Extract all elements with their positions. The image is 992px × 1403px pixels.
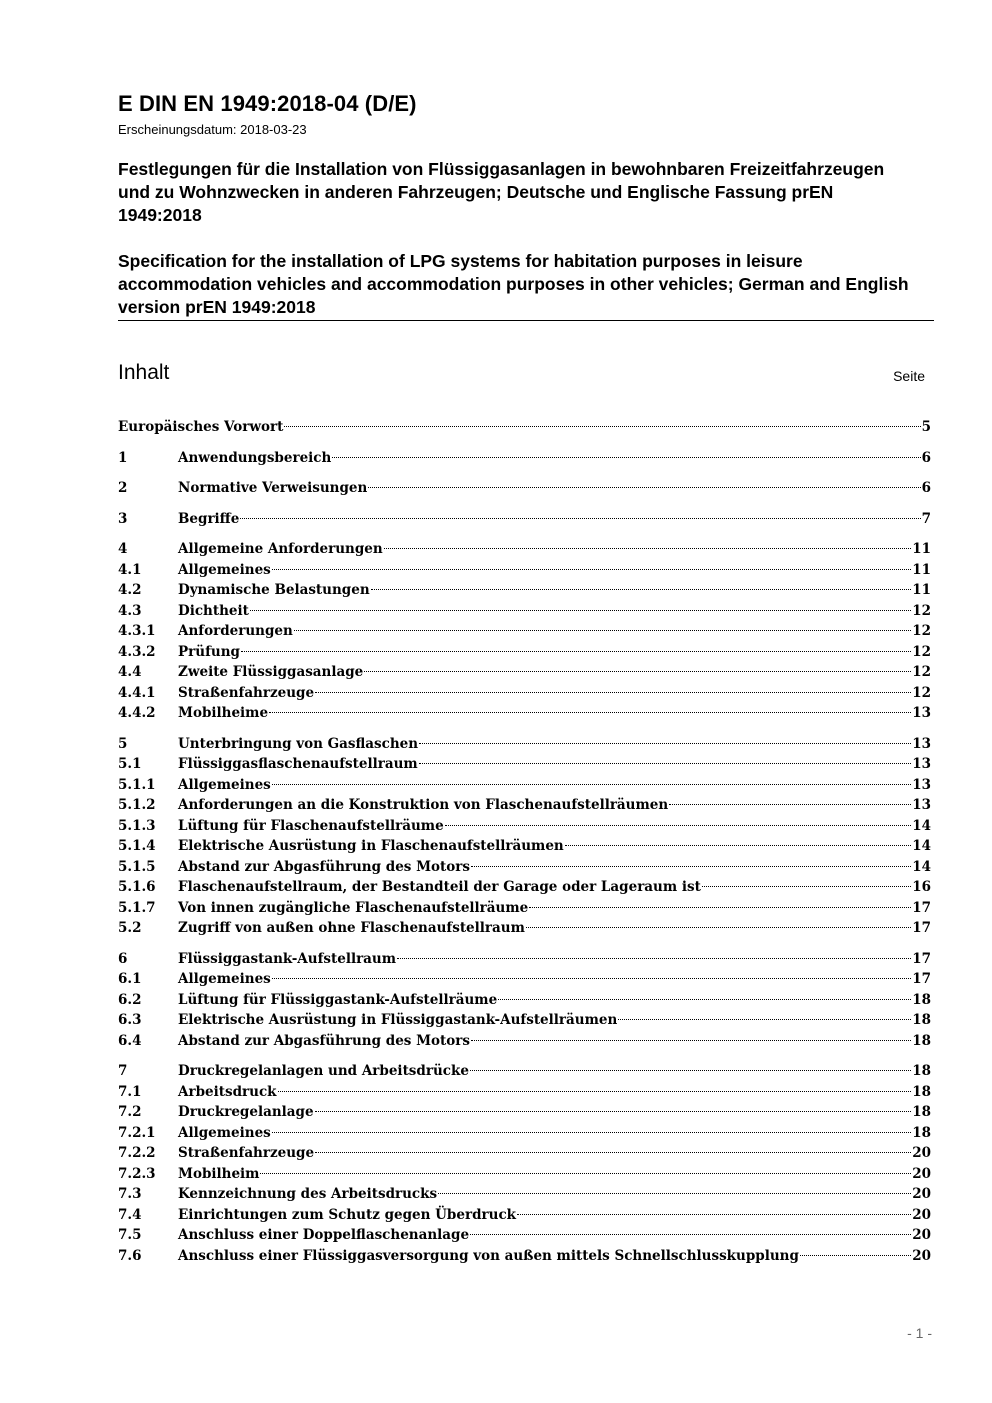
toc-entry[interactable] — [118, 857, 931, 878]
toc-entry-number: 6.3 — [118, 1012, 142, 1028]
toc-leader-dots — [371, 589, 912, 590]
toc-entry[interactable] — [118, 775, 931, 796]
toc-entry-number: 7.3 — [118, 1186, 142, 1202]
toc-entry[interactable] — [118, 734, 931, 755]
toc-entry-page: 13 — [912, 705, 931, 721]
toc-leader-dots — [470, 1070, 911, 1071]
toc-entry-number: 7.2.3 — [118, 1165, 156, 1182]
document-id: E DIN EN 1949:2018-04 (D/E) — [118, 91, 417, 116]
toc-leader-dots — [368, 487, 920, 488]
toc-entry-page: 20 — [912, 1186, 931, 1202]
toc-entry-title: Begriffe — [178, 510, 240, 527]
toc-entry-page: 11 — [912, 561, 931, 578]
toc-entry-number: 6.2 — [118, 991, 142, 1008]
toc-entry-number: 4.3 — [118, 602, 142, 619]
toc-entry[interactable] — [118, 509, 931, 530]
toc-entry-number: 7 — [118, 1063, 128, 1079]
toc-leader-dots — [364, 671, 911, 672]
toc-entry-page: 20 — [912, 1165, 931, 1182]
toc-entry[interactable] — [118, 642, 931, 663]
toc-leader-dots — [397, 958, 911, 959]
toc-entry-number: 4.3.1 — [118, 623, 156, 639]
toc-leader-dots — [438, 1193, 911, 1194]
toc-entry[interactable] — [118, 1225, 931, 1246]
toc-leader-dots — [269, 712, 911, 713]
toc-entry-number: 3 — [118, 510, 128, 527]
toc-entry[interactable] — [118, 949, 931, 970]
toc-entry-title: Allgemeines — [178, 1124, 271, 1141]
toc-entry-title: Unterbringung von Gasflaschen — [178, 735, 419, 752]
toc-leader-dots — [517, 1214, 911, 1215]
toc-entry-number: 7.2.1 — [118, 1124, 156, 1141]
toc-leader-dots — [315, 692, 911, 693]
toc-entry-title: Druckregelanlage — [178, 1104, 314, 1120]
toc-entry[interactable] — [118, 539, 931, 560]
toc-entry-number: 5 — [118, 735, 128, 752]
toc-entry-page: 20 — [912, 1247, 931, 1264]
toc-entry[interactable] — [118, 1205, 931, 1226]
toc-leader-dots — [272, 978, 911, 979]
toc-entry-title: Lüftung für Flaschenaufstellräume — [178, 817, 444, 834]
toc-entry-page: 17 — [912, 899, 931, 916]
toc-entry[interactable] — [118, 478, 931, 499]
toc-leader-dots — [384, 548, 912, 549]
toc-entry[interactable] — [118, 683, 931, 704]
toc-entry-page: 13 — [912, 797, 931, 813]
toc-entry-title: Druckregelanlagen und Arbeitsdrücke — [178, 1063, 469, 1079]
toc-entry-number: 6.1 — [118, 971, 142, 987]
toc-leader-dots — [702, 886, 911, 887]
toc-entry-number: 6.4 — [118, 1032, 142, 1049]
toc-entry-page: 12 — [912, 602, 931, 619]
toc-entry-title: Dichtheit — [178, 602, 249, 619]
toc-entry-page: 12 — [912, 643, 931, 660]
toc-leader-dots — [294, 630, 911, 631]
toc-entry-page: 14 — [912, 838, 931, 854]
toc-entry-number: 7.5 — [118, 1227, 142, 1243]
toc-entry-title: Allgemeine Anforderungen — [178, 541, 383, 557]
toc-entry[interactable] — [118, 918, 931, 939]
toc-entry-page: 20 — [912, 1145, 931, 1161]
toc-entry-page: 20 — [912, 1206, 931, 1223]
toc-entry[interactable] — [118, 580, 931, 601]
toc-entry-title: Allgemeines — [178, 971, 271, 987]
toc-leader-dots — [272, 569, 911, 570]
toc-entry-page: 11 — [912, 541, 931, 557]
toc-entry[interactable] — [118, 877, 931, 898]
title-german: Festlegungen für die Installation von Flüssiggasanlagen in bewohnbaren Freizeitfahrzeugen und zu Wohnzwecken in anderen Fahrzeugen; Deutsche und Englische Fassung prEN 1949:2018 — [118, 159, 885, 225]
toc-entry-title: Allgemeines — [178, 561, 271, 578]
toc-leader-dots — [800, 1255, 911, 1256]
table-of-contents — [118, 417, 931, 1266]
toc-entry-title: Allgemeines — [178, 776, 271, 793]
toc-entry[interactable] — [118, 795, 931, 816]
toc-entry-title: Einrichtungen zum Schutz gegen Überdruck — [178, 1206, 517, 1223]
toc-entry[interactable] — [118, 836, 931, 857]
toc-leader-dots — [284, 426, 920, 427]
toc-entry-title: Arbeitsdruck — [178, 1083, 277, 1100]
toc-entry-title: Anforderungen — [178, 623, 293, 639]
toc-entry[interactable] — [118, 898, 931, 919]
toc-entry[interactable] — [118, 417, 931, 438]
toc-leader-dots — [471, 1040, 911, 1041]
toc-entry-page: 14 — [912, 817, 931, 834]
toc-leader-dots — [240, 518, 920, 519]
toc-entry-title: Anwendungsbereich — [178, 449, 332, 466]
title-english: Specification for the installation of LPG systems for habitation purposes in leisure accommodation vehicles and accommodation purposes in other vehicles; German and English version prEN 1949:2018 — [118, 251, 909, 317]
toc-leader-dots — [260, 1173, 911, 1174]
toc-entry-page: 18 — [912, 991, 931, 1008]
toc-entry-title: Europäisches Vorwort — [118, 419, 284, 435]
toc-entry-page: 5 — [921, 419, 931, 435]
toc-entry-page: 6 — [921, 480, 931, 496]
toc-entry-number: 7.2.2 — [118, 1145, 156, 1161]
toc-leader-dots — [332, 457, 920, 458]
toc-entry[interactable] — [118, 969, 931, 990]
toc-leader-dots — [315, 1152, 911, 1153]
toc-entry-number: 5.1.2 — [118, 797, 156, 813]
toc-leader-dots — [241, 651, 911, 652]
toc-entry[interactable] — [118, 1010, 931, 1031]
toc-entry[interactable] — [118, 1143, 931, 1164]
toc-entry-number: 5.2 — [118, 920, 142, 936]
toc-entry-page: 20 — [912, 1227, 931, 1243]
toc-entry-title: Mobilheim — [178, 1165, 260, 1182]
toc-entry[interactable] — [118, 754, 931, 775]
toc-entry-page: 12 — [912, 664, 931, 680]
toc-entry-page: 18 — [912, 1083, 931, 1100]
toc-entry-page: 17 — [912, 920, 931, 936]
toc-entry[interactable] — [118, 990, 931, 1011]
toc-leader-dots — [419, 743, 911, 744]
toc-entry-number: 2 — [118, 480, 128, 496]
publication-date: Erscheinungsdatum: 2018-03-23 — [118, 122, 307, 137]
toc-entry-number: 1 — [118, 449, 128, 466]
toc-entry-title: Normative Verweisungen — [178, 480, 368, 496]
toc-leader-dots — [419, 763, 912, 764]
toc-leader-dots — [565, 845, 911, 846]
toc-entry[interactable] — [118, 816, 931, 837]
toc-entry-number: 7.1 — [118, 1083, 142, 1100]
toc-entry-number: 7.2 — [118, 1104, 142, 1120]
toc-entry-number: 4.1 — [118, 561, 142, 578]
toc-entry[interactable] — [118, 1246, 931, 1267]
toc-entry-number: 5.1.3 — [118, 817, 156, 834]
toc-entry-page: 17 — [912, 950, 931, 967]
toc-entry-title: Anforderungen an die Konstruktion von Flaschenaufstellräumen — [178, 797, 669, 813]
toc-entry-title: Zweite Flüssiggasanlage — [178, 664, 364, 680]
toc-entry-page: 16 — [912, 879, 931, 895]
toc-entry-title: Kennzeichnung des Arbeitsdrucks — [178, 1186, 438, 1202]
toc-leader-dots — [471, 866, 911, 867]
toc-entry-title: Straßenfahrzeuge — [178, 684, 315, 701]
toc-entry-number: 4.4 — [118, 664, 142, 680]
toc-entry[interactable] — [118, 601, 931, 622]
toc-entry-number: 6 — [118, 950, 128, 967]
toc-entry-page: 18 — [912, 1104, 931, 1120]
toc-entry-title: Abstand zur Abgasführung des Motors — [178, 1032, 470, 1049]
toc-entry-title: Dynamische Belastungen — [178, 582, 370, 598]
toc-entry-title: Elektrische Ausrüstung in Flüssiggastank-Aufstellräumen — [178, 1012, 618, 1028]
toc-leader-dots — [278, 1091, 912, 1092]
toc-entry[interactable] — [118, 1184, 931, 1205]
toc-entry-number: 7.4 — [118, 1206, 142, 1223]
toc-entry[interactable] — [118, 1102, 931, 1123]
toc-entry[interactable] — [118, 448, 931, 469]
toc-leader-dots — [669, 804, 911, 805]
toc-page-column-label: Seite — [893, 368, 925, 384]
toc-entry-title: Von innen zugängliche Flaschenaufstellräume — [178, 899, 529, 916]
toc-entry-number: 5.1.1 — [118, 776, 156, 793]
toc-entry-page: 14 — [912, 858, 931, 875]
toc-leader-dots — [618, 1019, 911, 1020]
toc-entry-title: Abstand zur Abgasführung des Motors — [178, 858, 470, 875]
toc-leader-dots — [498, 999, 911, 1000]
toc-entry-title: Mobilheime — [178, 705, 269, 721]
toc-leader-dots — [315, 1111, 912, 1112]
toc-entry-title: Flüssiggasflaschenaufstellraum — [178, 756, 418, 772]
toc-entry-page: 7 — [921, 510, 931, 527]
toc-entry[interactable] — [118, 1082, 931, 1103]
toc-entry[interactable] — [118, 1123, 931, 1144]
toc-entry-page: 13 — [912, 776, 931, 793]
toc-entry-title: Flüssiggastank-Aufstellraum — [178, 950, 397, 967]
toc-leader-dots — [529, 907, 911, 908]
toc-entry-number: 5.1 — [118, 756, 142, 772]
toc-leader-dots — [272, 784, 911, 785]
toc-entry[interactable] — [118, 1061, 931, 1082]
toc-leader-dots — [470, 1234, 911, 1235]
toc-entry-page: 18 — [912, 1012, 931, 1028]
toc-entry-page: 11 — [912, 582, 931, 598]
toc-entry-number: 5.1.4 — [118, 838, 156, 854]
toc-entry-page: 18 — [912, 1063, 931, 1079]
toc-leader-dots — [250, 610, 911, 611]
toc-entry[interactable] — [118, 1031, 931, 1052]
toc-entry-number: 7.6 — [118, 1247, 142, 1264]
toc-entry-title: Anschluss einer Doppelflaschenanlage — [178, 1227, 470, 1243]
toc-entry-page: 13 — [912, 756, 931, 772]
toc-entry-page: 13 — [912, 735, 931, 752]
toc-entry-title: Anschluss einer Flüssiggasversorgung von außen mittels Schnellschlusskupplung — [178, 1247, 799, 1264]
toc-entry-number: 5.1.5 — [118, 858, 156, 875]
toc-entry-title: Zugriff von außen ohne Flaschenaufstellraum — [178, 920, 525, 936]
toc-entry-page: 18 — [912, 1032, 931, 1049]
toc-entry-number: 4.2 — [118, 582, 142, 598]
toc-entry[interactable] — [118, 1164, 931, 1185]
toc-leader-dots — [272, 1132, 911, 1133]
toc-entry-title: Lüftung für Flüssiggastank-Aufstellräume — [178, 991, 498, 1008]
toc-entry-title: Prüfung — [178, 643, 240, 660]
toc-entry-title: Elektrische Ausrüstung in Flaschenaufstellräumen — [178, 838, 564, 854]
toc-entry-title: Straßenfahrzeuge — [178, 1145, 315, 1161]
toc-leader-dots — [445, 825, 912, 826]
title-divider — [118, 320, 934, 321]
toc-entry-number: 4 — [118, 541, 128, 557]
toc-entry-number: 5.1.7 — [118, 899, 156, 916]
toc-entry[interactable] — [118, 703, 931, 724]
toc-entry[interactable] — [118, 621, 931, 642]
toc-entry-page: 17 — [912, 971, 931, 987]
toc-entry-number: 5.1.6 — [118, 879, 156, 895]
toc-entry[interactable] — [118, 560, 931, 581]
toc-entry[interactable] — [118, 662, 931, 683]
toc-entry-page: 18 — [912, 1124, 931, 1141]
toc-entry-page: 12 — [912, 623, 931, 639]
toc-entry-number: 4.3.2 — [118, 643, 156, 660]
toc-entry-page: 12 — [912, 684, 931, 701]
toc-entry-title: Flaschenaufstellraum, der Bestandteil der Garage oder Lageraum ist — [178, 879, 701, 895]
page-number: - 1 - — [907, 1325, 932, 1341]
toc-heading: Inhalt — [118, 361, 170, 384]
toc-entry-number: 4.4.1 — [118, 684, 156, 701]
toc-leader-dots — [526, 927, 911, 928]
toc-entry-number: 4.4.2 — [118, 705, 156, 721]
toc-entry-page: 6 — [921, 449, 931, 466]
